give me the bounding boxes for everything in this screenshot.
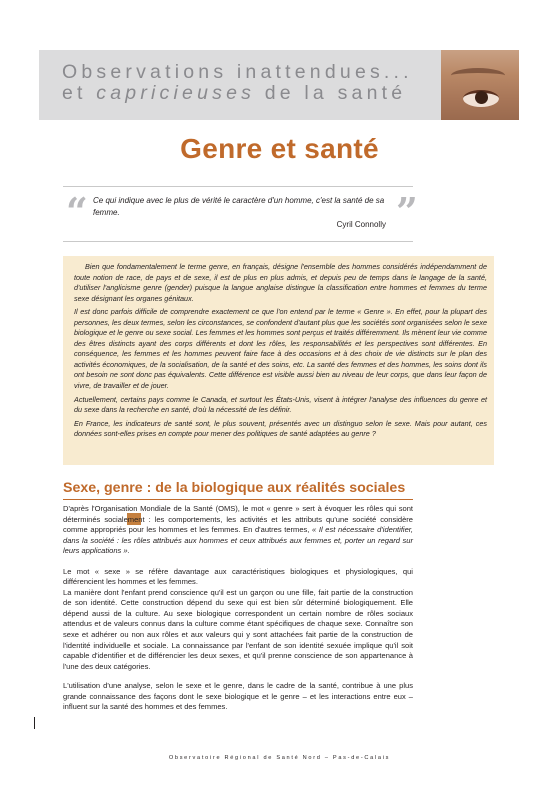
close-quote-icon: ” <box>396 189 418 234</box>
banner-line-2-pre: et <box>62 82 97 104</box>
open-quote-icon: “ <box>66 189 88 234</box>
iris-shape <box>475 91 488 104</box>
intro-paragraph: Bien que fondamentalement le terme genre, en français, désigne l'ensemble des hommes considérés indépendamment de toute notion de race, de pays et de sexe, il est de plus en plus admis, et depuis peu de temps dans le langage de la santé, d'utiliser l'anglicisme genre (gender) puisque la langue anglaise distingue la classification entre hommes et femmes du terme sexe désignant les organes génitaux. <box>74 262 487 303</box>
banner-line-2-post: de la santé <box>255 82 407 104</box>
body-paragraph <box>63 504 413 557</box>
margin-mark <box>34 717 35 729</box>
banner-line-2 <box>62 83 413 104</box>
body-paragraph: L'utilisation d'une analyse, selon le sexe et le genre, dans le cadre de la santé, contribue à une plus grande connaissance des façons dont le sexe biologique et le genre – et les interactions entre eux – influent sur la santé des hommes et des femmes. <box>63 681 413 712</box>
intro-paragraph: Actuellement, certains pays comme le Canada, et surtout les États-Unis, visent à intégrer l'analyse des influences du genre et du sexe dans la recherche en santé, d'où la nécessité de les définir. <box>74 394 487 415</box>
quote-author: Cyril Connolly <box>336 220 386 229</box>
body-paragraph-normal: D'après l'Organisation Mondiale de la Santé (OMS), le mot « genre » sert à évoquer les rôles qui sont déterminés socialement : les comportements, les activités et les attributs qu'une société considère comme appropriés pour les hommes et les femmes. En d'autres termes, <box>63 504 413 535</box>
body-paragraph: Le mot « sexe » se réfère davantage aux caractéristiques biologiques et physiologiques, qui différencient les hommes et les femmes. <box>63 566 413 587</box>
intro-paragraph: En France, les indicateurs de santé sont, le plus souvent, présentés avec un distinguo selon le sexe. Mais pour autant, ces données sont-elles prises en compte pour mener des politiques de santé adaptées au genre ? <box>74 418 487 439</box>
banner-line-1: Observations inattendues... <box>62 61 413 83</box>
banner-line-2-em: capricieuses <box>96 82 256 104</box>
eyebrow-shape <box>451 68 505 83</box>
body-paragraph-quote: « Il est nécessaire d'identifier, dans la société : les rôles attribués aux hommes et ceux attribués aux femmes et, porter un regard sur leurs applications ». <box>63 525 413 556</box>
body-paragraph: La manière dont l'enfant prend conscience qu'il est un garçon ou une fille, fait partie de la construction de son identité. Cette construction dépend du sexe qui est bien sûr déterminé biologiquement. Elle dépend aussi de la culture. Au sexe biologique correspondent un certain nombre de rôles sociaux attendus et de valeurs connus dans la culture comme étant spécifiques de chaque sexe. Connaître son sexe et adhérer ou non aux rôles et aux valeurs qui y sont attachées fait partie de la construction de l'identité individuelle et sociale. La connaissance par l'enfant de son identité sexuée implique qu'il soit capable d'identifier et de différencier les deux sexes, et qu'il prenne conscience de son appartenance à l'une des deux catégories. <box>63 587 413 671</box>
footer-text: Observatoire Régional de Santé Nord – Pas-de-Calais <box>168 755 391 761</box>
page-title: Genre et santé <box>180 133 379 164</box>
section-heading: Sexe, genre : de la biologique aux réalités sociales <box>63 480 406 496</box>
banner-title <box>62 62 413 104</box>
intro-text <box>74 262 487 443</box>
quote-text: Ce qui indique avec le plus de vérité le caractère d'un homme, c'est la santé de sa femme. <box>93 196 385 217</box>
intro-paragraph: Il est donc parfois difficile de comprendre exactement ce que l'on entend par le terme « Genre ». En effet, pour la plupart des personnes, les deux termes, selon les circonstances, se confondent d'autant plus que les sociétés sont organisées selon le sexe biologique et le genre ou sexe social. Les femmes et les hommes sont perçus et traités différemment. Ils mènent leur vie comme des êtres distincts ayant des corps différents et dont les rôles, les responsabilités et les perspectives sont différentes. En conséquence, les femmes et les hommes peuvent faire face à des occasions et à des choix de vie distincts sur le plan des activités économiques, de la socialisation, de la santé et des soins, etc. La santé des femmes et des hommes, les soins dont ils ont besoin ne sont donc pas équivalents. Cette différence est visible aussi bien au niveau de leur corps, que dans leur façon de vivre, de travailler et de jouer. <box>74 307 487 391</box>
section-body <box>63 504 413 713</box>
eye-photo <box>441 50 519 120</box>
section-divider <box>63 499 413 500</box>
